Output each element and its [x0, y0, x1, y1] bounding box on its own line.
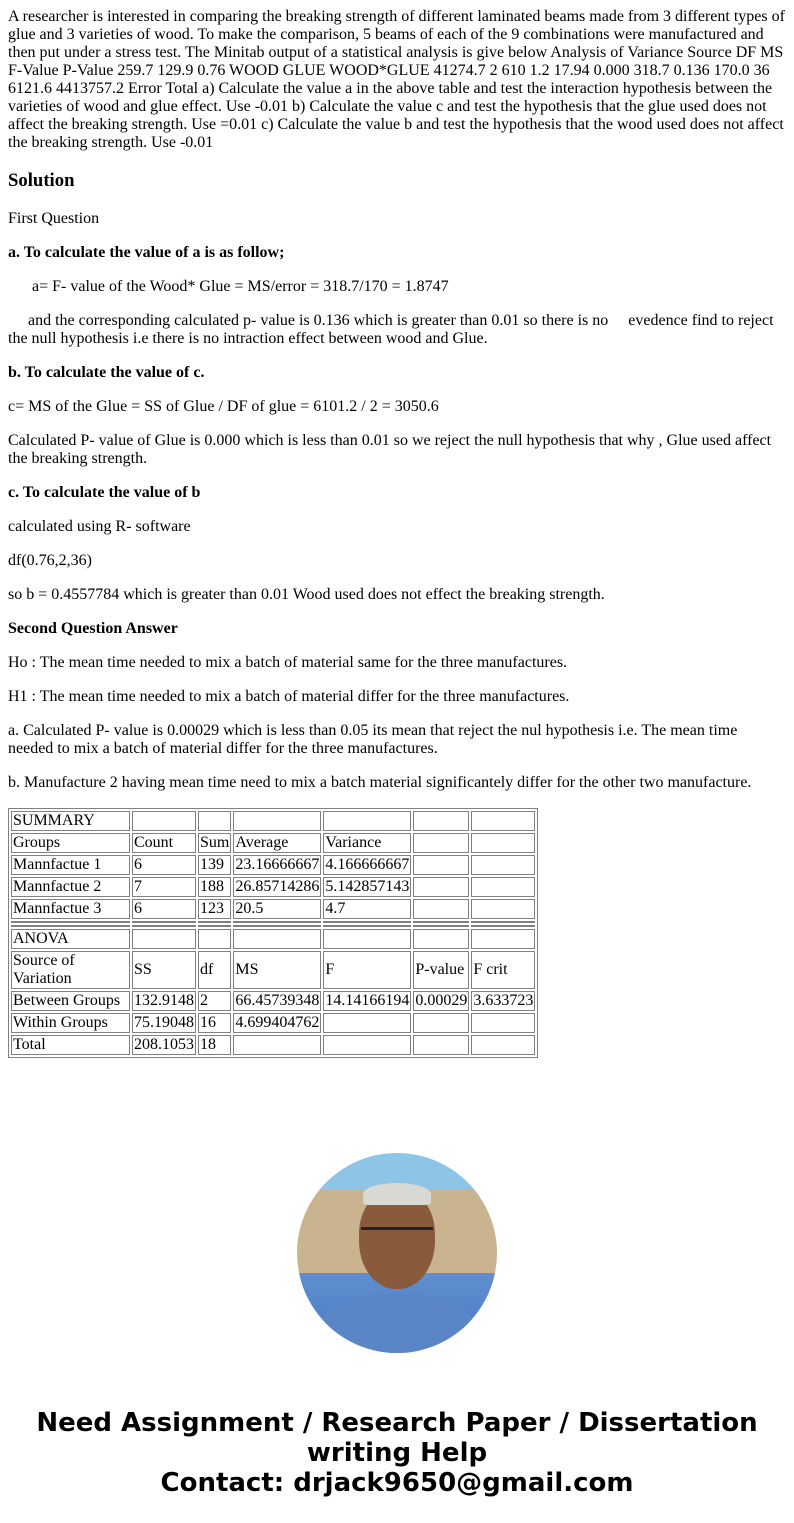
part-b-heading: b. To calculate the value of c. — [8, 364, 205, 381]
table-cell: 0.00029 — [415, 992, 468, 1009]
table-cell: 6 — [132, 899, 196, 919]
author-photo-wrap — [8, 1153, 786, 1358]
separator-cell — [233, 921, 321, 923]
table-cell: 75.19048 — [134, 1014, 194, 1031]
table-cell: ANOVA — [11, 929, 130, 949]
table-cell — [471, 1013, 535, 1033]
table-cell: Source of Variation — [11, 951, 130, 989]
part-a-conclusion: and the corresponding calculated p- value is 0.136 which is greater than 0.01 so there is no evedence find to reject the null hypothesis i.e there is no intraction effect between wood and Glue. — [8, 312, 778, 347]
table-cell — [233, 929, 321, 949]
table-cell: 123 — [198, 899, 231, 919]
table-cell — [471, 855, 535, 875]
table-cell: 188 — [198, 877, 231, 897]
table-cell: 3.633723 — [473, 992, 534, 1009]
table-cell: SUMMARY — [11, 811, 130, 831]
separator-cell — [323, 925, 411, 927]
separator-cell — [413, 921, 469, 923]
footer-banner — [8, 1408, 786, 1498]
table-cell: Mannfactue 3 — [11, 899, 130, 919]
table-cell: Within Groups — [11, 1013, 130, 1033]
part-c-heading: c. To calculate the value of b — [8, 484, 201, 501]
separator-cell — [132, 921, 196, 923]
separator-row — [11, 921, 535, 923]
table-cell: Count — [132, 833, 196, 853]
table-cell — [323, 929, 411, 949]
separator-cell — [233, 925, 321, 927]
table-row — [11, 855, 535, 875]
table-cell — [323, 1035, 411, 1055]
table-cell — [413, 855, 469, 875]
table-row — [11, 951, 535, 989]
table-row — [11, 1035, 535, 1055]
author-photo — [297, 1153, 497, 1353]
first-question-label: First Question — [8, 210, 100, 227]
table-cell — [413, 899, 469, 919]
table-cell: 5.142857143 — [325, 878, 410, 895]
table-row — [11, 929, 535, 949]
table-cell: 208.1053 — [134, 1036, 194, 1053]
question-text: A researcher is interested in comparing the breaking strength of different laminated beams made from 3 different types of glue and 3 varieties of wood. To make the comparison, 5 beams of each of the 9 combinations were manufactured and then put under a stress test. The Minitab output of a statistical analysis is give below Analysis of Variance Source DF MS F-Value P-Value 259.7 129.9 0.76 WOOD GLUE WOOD*GLUE 41274.7 2 610 1.2 17.94 0.000 318.7 0.136 170.0 36 6121.6 4413757.2 Error Total a) Calculate the value a in the above table and test the interaction hypothesis between the varieties of wood and glue effect. Use -0.01 b) Calculate the value c and test the hypothesis that the glue used does not affect the breaking strength. Use =0.01 c) Calculate the value b and test the hypothesis that the wood used does not affect the breaking strength. Use -0.01 — [8, 8, 785, 151]
table-cell — [413, 929, 469, 949]
table-cell: 4.166666667 — [325, 856, 410, 873]
table-cell — [471, 833, 535, 853]
table-cell: P-value — [413, 951, 469, 989]
separator-cell — [471, 921, 535, 923]
table-cell: 14.14166194 — [325, 992, 410, 1009]
table-cell — [198, 929, 231, 949]
table-cell — [413, 811, 469, 831]
alt-hypothesis: H1 : The mean time needed to mix a batch of material differ for the three manufactures. — [8, 688, 570, 705]
table-cell: F — [323, 951, 411, 989]
table-cell — [471, 877, 535, 897]
table-cell: SS — [132, 951, 196, 989]
table-cell — [413, 1013, 469, 1033]
table-cell: Groups — [11, 833, 130, 853]
part-c-code: df(0.76,2,36) — [8, 552, 92, 569]
table-cell — [323, 1013, 411, 1033]
separator-cell — [471, 925, 535, 927]
table-cell: Total — [11, 1035, 130, 1055]
answer-b: b. Manufacture 2 having mean time need to mix a batch material significantely differ for the other two manufacture. — [8, 774, 752, 791]
footer-contact: Contact: drjack9650@gmail.com — [160, 1468, 634, 1498]
table-cell: 16 — [198, 1013, 231, 1033]
table-cell — [413, 1035, 469, 1055]
table-cell — [323, 811, 411, 831]
table-row — [11, 877, 535, 897]
separator-cell — [413, 925, 469, 927]
table-cell — [471, 899, 535, 919]
table-row — [11, 1013, 535, 1033]
table-cell: 4.699404762 — [235, 1014, 320, 1031]
anova-table — [8, 808, 538, 1058]
table-cell: Mannfactue 2 — [11, 877, 130, 897]
table-cell: df — [198, 951, 231, 989]
table-cell: 7 — [132, 877, 196, 897]
table-row — [11, 899, 535, 919]
table-cell — [198, 811, 231, 831]
table-row — [11, 991, 535, 1011]
table-cell — [132, 929, 196, 949]
table-cell: 6 — [132, 855, 196, 875]
separator-row — [11, 925, 535, 927]
table-cell: 26.85714286 — [235, 878, 320, 895]
null-hypothesis: Ho : The mean time needed to mix a batch of material same for the three manufactures. — [8, 654, 568, 671]
second-question-heading: Second Question Answer — [8, 620, 178, 637]
table-cell: 4.7 — [323, 899, 411, 919]
table-cell: 18 — [198, 1035, 231, 1055]
table-cell: 23.16666667 — [235, 856, 320, 873]
table-cell — [132, 811, 196, 831]
part-b-conclusion: Calculated P- value of Glue is 0.000 which is less than 0.01 so we reject the null hypothesis that why , Glue used affect the breaking strength. — [8, 432, 772, 467]
separator-cell — [198, 921, 231, 923]
table-cell: 2 — [198, 991, 231, 1011]
part-c-conclusion: so b = 0.4557784 which is greater than 0.01 Wood used does not effect the breaking strength. — [8, 586, 605, 603]
table-cell — [233, 1035, 321, 1055]
separator-cell — [198, 925, 231, 927]
separator-cell — [11, 921, 130, 923]
table-cell: Between Groups — [11, 991, 130, 1011]
table-cell — [413, 833, 469, 853]
table-cell: 66.45739348 — [235, 992, 320, 1009]
part-c-method: calculated using R- software — [8, 518, 191, 535]
table-cell: MS — [233, 951, 321, 989]
table-cell — [471, 1035, 535, 1055]
table-cell: Average — [233, 833, 321, 853]
table-cell: Mannfactue 1 — [11, 855, 130, 875]
separator-cell — [323, 921, 411, 923]
part-a-formula: a= F- value of the Wood* Glue = MS/error = 318.7/170 = 1.8747 — [32, 278, 449, 295]
separator-cell — [11, 925, 130, 927]
footer-help-text: Need Assignment / Research Paper / Dissertation writing Help — [36, 1408, 758, 1468]
solution-heading: Solution — [8, 170, 75, 191]
table-cell: Variance — [323, 833, 411, 853]
table-cell: 139 — [198, 855, 231, 875]
part-a-heading: a. To calculate the value of a is as follow; — [8, 244, 285, 261]
table-cell — [471, 929, 535, 949]
table-cell: F crit — [471, 951, 535, 989]
table-cell — [233, 811, 321, 831]
separator-cell — [132, 925, 196, 927]
table-cell: 20.5 — [233, 899, 321, 919]
table-cell — [471, 811, 535, 831]
table-cell — [413, 877, 469, 897]
table-cell: 132.9148 — [134, 992, 194, 1009]
table-cell: Sum — [200, 834, 230, 851]
part-b-formula: c= MS of the Glue = SS of Glue / DF of glue = 6101.2 / 2 = 3050.6 — [8, 398, 439, 415]
table-row — [11, 833, 535, 853]
answer-a: a. Calculated P- value is 0.00029 which is less than 0.05 its mean that reject the nul hypothesis i.e. The mean time needed to mix a batch of material differ for the three manufactures. — [8, 722, 738, 757]
table-row — [11, 811, 535, 831]
